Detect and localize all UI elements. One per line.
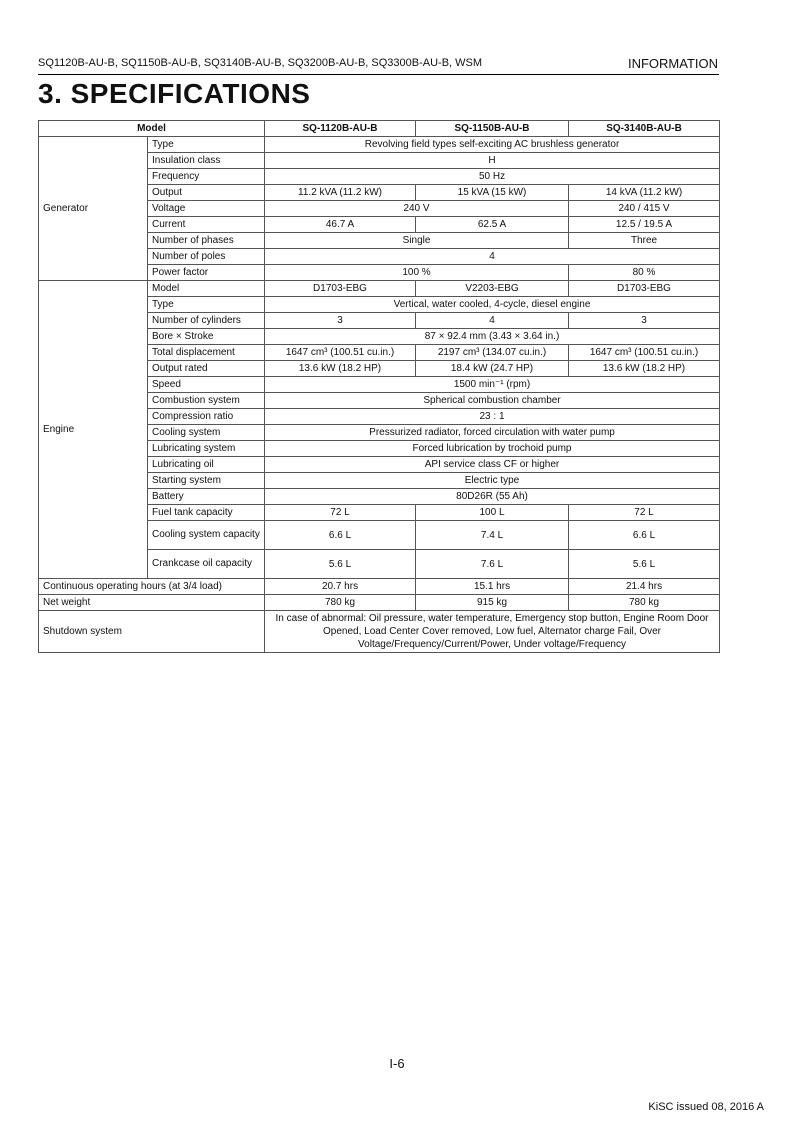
spec-value-all: Electric type bbox=[265, 473, 720, 489]
header-rule bbox=[38, 74, 719, 75]
spec-label: Output rated bbox=[148, 361, 265, 377]
table-body bbox=[39, 137, 720, 653]
spec-label: Cooling system capacity bbox=[148, 521, 265, 550]
page-number: I-6 bbox=[389, 1056, 405, 1071]
spec-value-all: Spherical combustion chamber bbox=[265, 393, 720, 409]
spec-value-col-1: 1647 cm³ (100.51 cu.in.) bbox=[265, 345, 416, 361]
spec-label: Fuel tank capacity bbox=[148, 505, 265, 521]
spec-label: Number of poles bbox=[148, 249, 265, 265]
spec-label: Type bbox=[148, 297, 265, 313]
continuous-hours-col-1: 20.7 hrs bbox=[265, 579, 416, 595]
spec-label: Lubricating system bbox=[148, 441, 265, 457]
spec-label: Power factor bbox=[148, 265, 265, 281]
spec-value-col-2: 18.4 kW (24.7 HP) bbox=[416, 361, 569, 377]
spec-value-all: 1500 min⁻¹ (rpm) bbox=[265, 377, 720, 393]
specifications-table bbox=[38, 120, 720, 653]
spec-value-col-2: 7.6 L bbox=[416, 550, 569, 579]
spec-label: Cooling system bbox=[148, 425, 265, 441]
spec-value-all: 4 bbox=[265, 249, 720, 265]
table-row-net-weight bbox=[39, 595, 720, 611]
spec-label: Compression ratio bbox=[148, 409, 265, 425]
spec-label: Voltage bbox=[148, 201, 265, 217]
spec-value-col-1-2: Single bbox=[265, 233, 569, 249]
spec-value-col-1: 72 L bbox=[265, 505, 416, 521]
table-row bbox=[39, 137, 720, 153]
spec-label: Crankcase oil capacity bbox=[148, 550, 265, 579]
net-weight-label: Net weight bbox=[39, 595, 265, 611]
continuous-hours-label: Continuous operating hours (at 3/4 load) bbox=[39, 579, 265, 595]
spec-value-col-3: 1647 cm³ (100.51 cu.in.) bbox=[569, 345, 720, 361]
spec-value-all: API service class CF or higher bbox=[265, 457, 720, 473]
spec-value-col-2: 100 L bbox=[416, 505, 569, 521]
spec-value-all: 23 : 1 bbox=[265, 409, 720, 425]
spec-label: Combustion system bbox=[148, 393, 265, 409]
spec-value-col-3: 14 kVA (11.2 kW) bbox=[569, 185, 720, 201]
spec-value-col-1: 13.6 kW (18.2 HP) bbox=[265, 361, 416, 377]
shutdown-value: In case of abnormal: Oil pressure, water temperature, Emergency stop button, Engine Room Door Opened, Load Center Cover removed, Low fuel, Alternator charge Fail, Over Voltage/Frequency/Current/Power, Under voltage/Frequency bbox=[265, 611, 720, 653]
spec-value-col-1: 6.6 L bbox=[265, 521, 416, 550]
spec-value-col-3: Three bbox=[569, 233, 720, 249]
net-weight-col-3: 780 kg bbox=[569, 595, 720, 611]
generator-group-label: Generator bbox=[39, 137, 148, 281]
spec-label: Number of phases bbox=[148, 233, 265, 249]
spec-value-col-1: 3 bbox=[265, 313, 416, 329]
spec-value-col-3: 80 % bbox=[569, 265, 720, 281]
net-weight-col-1: 780 kg bbox=[265, 595, 416, 611]
spec-value-col-3: D1703-EBG bbox=[569, 281, 720, 297]
spec-label: Battery bbox=[148, 489, 265, 505]
header-model: Model bbox=[39, 121, 265, 137]
spec-value-col-1: 46.7 A bbox=[265, 217, 416, 233]
footer-issue: KiSC issued 08, 2016 A bbox=[648, 1101, 764, 1113]
shutdown-label: Shutdown system bbox=[39, 611, 265, 653]
table-row-shutdown bbox=[39, 611, 720, 653]
spec-label: Speed bbox=[148, 377, 265, 393]
spec-value-all: 87 × 92.4 mm (3.43 × 3.64 in.) bbox=[265, 329, 720, 345]
spec-value-col-1: 11.2 kVA (11.2 kW) bbox=[265, 185, 416, 201]
spec-label: Model bbox=[148, 281, 265, 297]
spec-label: Type bbox=[148, 137, 265, 153]
page-title: 3. SPECIFICATIONS bbox=[38, 78, 311, 109]
spec-value-col-3: 3 bbox=[569, 313, 720, 329]
header-col-3: SQ-3140B-AU-B bbox=[569, 121, 720, 137]
spec-value-col-1-2: 100 % bbox=[265, 265, 569, 281]
spec-value-col-3: 5.6 L bbox=[569, 550, 720, 579]
spec-value-all: Forced lubrication by trochoid pump bbox=[265, 441, 720, 457]
header-col-2: SQ-1150B-AU-B bbox=[416, 121, 569, 137]
spec-value-col-2: 7.4 L bbox=[416, 521, 569, 550]
table-header-row bbox=[39, 121, 720, 137]
spec-label: Number of cylinders bbox=[148, 313, 265, 329]
header-models: SQ1120B-AU-B, SQ1150B-AU-B, SQ3140B-AU-B, SQ3200B-AU-B, SQ3300B-AU-B, WSM bbox=[38, 57, 483, 69]
spec-value-all: H bbox=[265, 153, 720, 169]
net-weight-col-2: 915 kg bbox=[416, 595, 569, 611]
spec-label: Bore × Stroke bbox=[148, 329, 265, 345]
spec-label: Lubricating oil bbox=[148, 457, 265, 473]
spec-value-all: Revolving field types self-exciting AC brushless generator bbox=[265, 137, 720, 153]
spec-value-col-2: 2197 cm³ (134.07 cu.in.) bbox=[416, 345, 569, 361]
spec-label: Current bbox=[148, 217, 265, 233]
spec-value-col-2: V2203-EBG bbox=[416, 281, 569, 297]
spec-value-all: Vertical, water cooled, 4-cycle, diesel engine bbox=[265, 297, 720, 313]
spec-value-col-3: 72 L bbox=[569, 505, 720, 521]
spec-value-col-2: 15 kVA (15 kW) bbox=[416, 185, 569, 201]
spec-label: Output bbox=[148, 185, 265, 201]
spec-label: Insulation class bbox=[148, 153, 265, 169]
table-row-continuous-hours bbox=[39, 579, 720, 595]
spec-value-col-1-2: 240 V bbox=[265, 201, 569, 217]
spec-value-col-3: 6.6 L bbox=[569, 521, 720, 550]
spec-label: Starting system bbox=[148, 473, 265, 489]
spec-value-col-3: 240 / 415 V bbox=[569, 201, 720, 217]
spec-value-all: 50 Hz bbox=[265, 169, 720, 185]
spec-value-col-1: D1703-EBG bbox=[265, 281, 416, 297]
continuous-hours-col-3: 21.4 hrs bbox=[569, 579, 720, 595]
spec-value-col-3: 13.6 kW (18.2 HP) bbox=[569, 361, 720, 377]
spec-label: Total displacement bbox=[148, 345, 265, 361]
spec-value-all: 80D26R (55 Ah) bbox=[265, 489, 720, 505]
spec-value-col-1: 5.6 L bbox=[265, 550, 416, 579]
header-col-1: SQ-1120B-AU-B bbox=[265, 121, 416, 137]
continuous-hours-col-2: 15.1 hrs bbox=[416, 579, 569, 595]
spec-value-col-3: 12.5 / 19.5 A bbox=[569, 217, 720, 233]
spec-label: Frequency bbox=[148, 169, 265, 185]
engine-group-label: Engine bbox=[39, 281, 148, 579]
spec-value-col-2: 62.5 A bbox=[416, 217, 569, 233]
spec-value-all: Pressurized radiator, forced circulation with water pump bbox=[265, 425, 720, 441]
spec-value-col-2: 4 bbox=[416, 313, 569, 329]
header-section: INFORMATION bbox=[627, 56, 718, 71]
table-row bbox=[39, 281, 720, 297]
